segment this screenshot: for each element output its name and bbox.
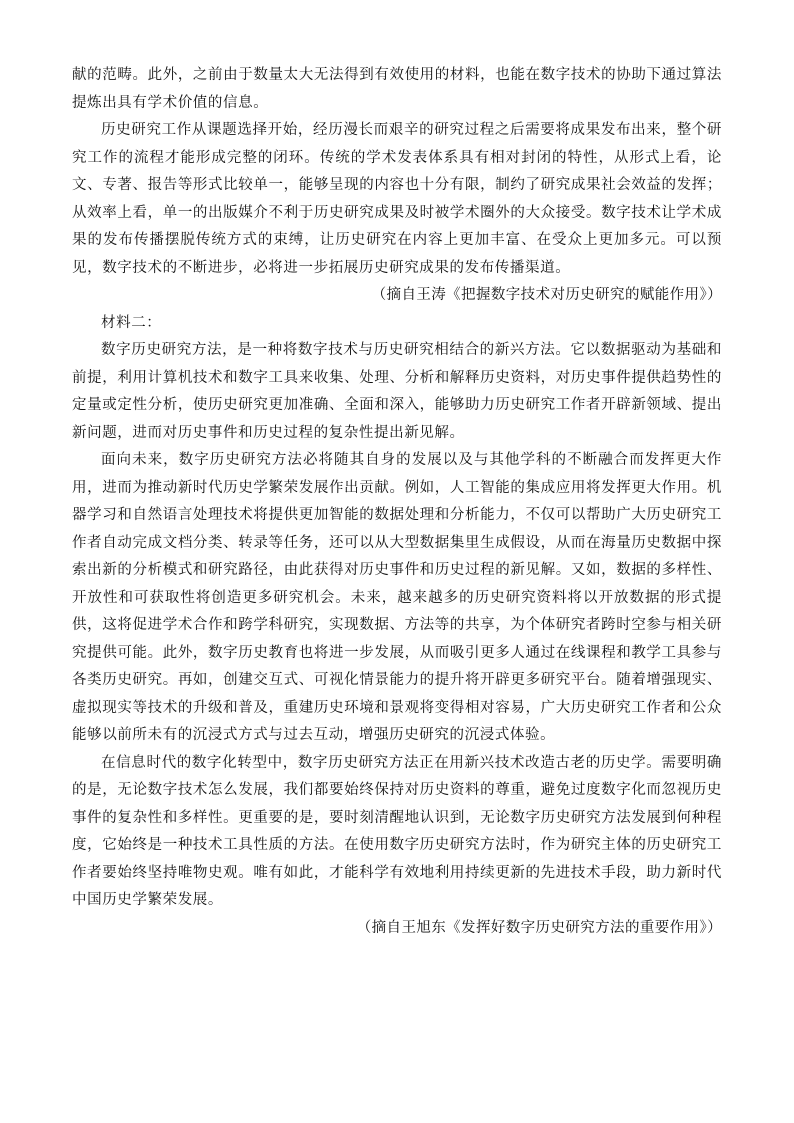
material-two-heading: 材料二： (101, 314, 162, 331)
paragraph-future-outlook: 面向未来，数字历史研究方法必将随其自身的发展以及与其他学科的不断融合而发挥更大作用，进而为推动新时代历史学繁荣发展作出贡献。例如，人工智能的集成应用将发挥更大作用。机器学习和自然语言处理技术将提供更加智能的数据处理和分析能力，不仅可以帮助广大历史研究工作者自动完成文档分类、转录等任务，还可以从大型数据集里生成假设，从而在海量历史数据中探索出新的分析模式和研究路径，由此获得对历史事件和历史过程的新见解。又如，数据的多样性、开放性和可获取性将创造更多研究机会。未来，越来越多的历史研究资料将以开放数据的形式提供，这将促进学术合作和跨学科研究，实现数据、方法等的共享，为个体研究者跨时空参与相关研究提供可能。此外，数字历史教育也将进一步发展，从而吸引更多人通过在线课程和教学工具参与各类历史研究。再如，创建交互式、可视化情景能力的提升将开辟更多研究平台。随着增强现实、虚拟现实等技术的升级和普及，重建历史环境和景观将变得相对容易，广大历史研究工作者和公众能够以前所未有的沉浸式方式与过去互动，增强历史研究的沉浸式体验。 (72, 452, 722, 743)
paragraph-conclusion: 在信息时代的数字化转型中，数字历史研究方法正在用新兴技术改造古老的历史学。需要明确的是，无论数字技术怎么发展，我们都要始终保持对历史资料的尊重，避免过度数字化而忽视历史事件的复杂性和多样性。更重要的是，要时刻清醒地认识到，无论数字历史研究方法发展到何种程度，它始终是一种技术工具性质的方法。在使用数字历史研究方法时，作为研究主体的历史研究工作者要始终坚持唯物史观。唯有如此，才能科学有效地利用持续更新的先进技术手段，助力新时代中国历史学繁荣发展。 (72, 754, 722, 908)
paragraph-digital-method-definition: 数字历史研究方法，是一种将数字技术与历史研究相结合的新兴方法。它以数据驱动为基础和前提，利用计算机技术和数字工具来收集、处理、分析和解释历史资料，对历史事件提供趋势性的定量或定性分析，使历史研究更加准确、全面和深入，能够助力历史研究工作者开辟新领域、提出新问题，进而对历史事件和历史过程的复杂性提出新见解。 (72, 342, 722, 441)
paragraph-continuation: 献的范畴。此外，之前由于数量太大无法得到有效使用的材料，也能在数字技术的协助下通过算法提炼出具有学术价值的信息。 (72, 67, 722, 111)
source-citation-2: （摘自王旭东《发挥好数字历史研究方法的重要作用》） (356, 919, 722, 936)
document-page (72, 62, 722, 942)
source-citation-1: （摘自王涛《把握数字技术对历史研究的赋能作用》） (371, 287, 722, 303)
paragraph-research-publication: 历史研究工作从课题选择开始，经历漫长而艰辛的研究过程之后需要将成果发布出来，整个研究工作的流程才能形成完整的闭环。传统的学术发表体系具有相对封闭的特性，从形式上看，论文、专著、报告等形式比较单一，能够呈现的内容也十分有限，制约了研究成果社会效益的发挥；从效率上看，单一的出版媒介不利于历史研究成果及时被学术圈外的大众接受。数字技术让学术成果的发布传播摆脱传统方式的束缚，让历史研究在内容上更加丰富、在受众上更加多元。可以预见，数字技术的不断进步，必将进一步拓展历史研究成果的发布传播渠道。 (72, 122, 722, 276)
